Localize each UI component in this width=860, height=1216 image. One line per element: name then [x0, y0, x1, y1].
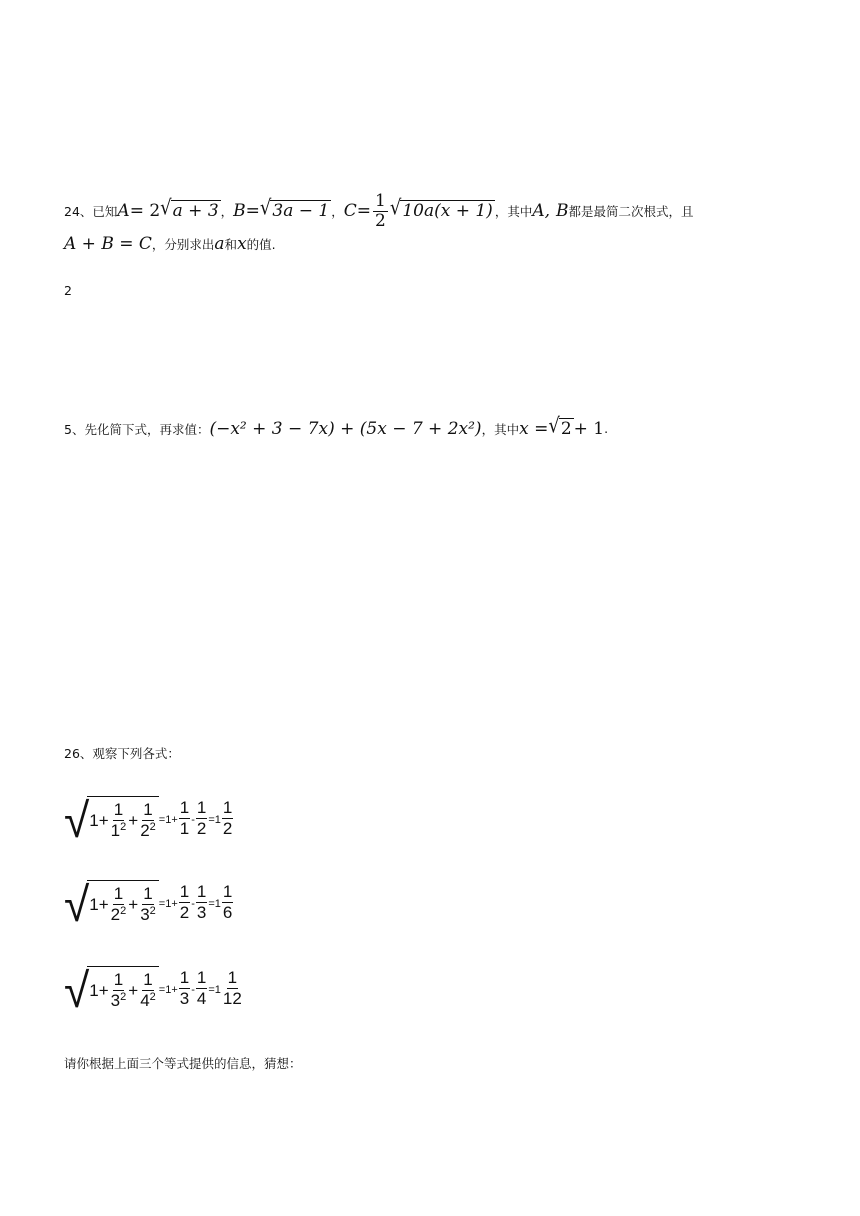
q24-C-radicand: 10a(x + 1) — [402, 201, 493, 222]
plus-sign: + — [98, 895, 109, 914]
exponent: 2 — [120, 990, 127, 1003]
result-fraction — [222, 969, 243, 1009]
fraction-1 — [110, 971, 128, 1011]
exponent: 2 — [120, 904, 127, 917]
exponent: 2 — [120, 820, 127, 833]
q24-B-sqrt: √ 3a − 1 — [259, 196, 330, 222]
numerator: 1 — [113, 799, 124, 819]
fraction-2 — [139, 801, 157, 841]
denominator: 3 — [179, 989, 190, 1009]
denominator — [110, 821, 128, 841]
minus-sign: - — [191, 813, 195, 826]
radical-sign: √ — [64, 962, 90, 1017]
base: 1 — [110, 820, 121, 840]
q24-B-radicand: 3a − 1 — [272, 201, 330, 222]
denominator — [110, 905, 128, 925]
exponent: 2 — [149, 990, 156, 1003]
plus-sign: + — [98, 981, 109, 1000]
q24-eq2: = — [245, 201, 260, 222]
q24-C-sqrt: √ 10a(x + 1) — [389, 196, 493, 222]
radicand — [87, 880, 159, 927]
fraction-3 — [179, 799, 190, 839]
numerator: 1 — [143, 883, 153, 903]
q5-line — [64, 414, 609, 439]
exponent: 2 — [149, 820, 156, 833]
q24-a-var: a — [214, 234, 225, 254]
q26-equation-row — [64, 962, 244, 1017]
result-fraction — [222, 883, 233, 923]
q24-C-denominator: 2 — [375, 210, 386, 231]
base: 3 — [140, 904, 150, 924]
q24-eq1: = 2 — [129, 201, 161, 222]
q24-A2: A, — [532, 201, 551, 222]
fraction-2 — [139, 885, 157, 925]
q24-sep2: ， — [331, 204, 344, 220]
q5-x-lhs: x = — [519, 418, 549, 439]
radical-sign: √ — [64, 792, 90, 847]
plus-sign: + — [128, 811, 139, 830]
base: 2 — [110, 904, 121, 924]
fraction-4 — [196, 883, 207, 923]
numerator: 1 — [179, 968, 190, 988]
equals-one: =1 — [208, 983, 221, 996]
q24-B2: B — [556, 201, 569, 222]
denominator: 2 — [179, 903, 190, 923]
base: 2 — [140, 820, 150, 840]
base: 3 — [110, 990, 121, 1010]
numerator: 1 — [143, 799, 153, 819]
fraction-2 — [139, 971, 157, 1011]
q5-text1: ，其中 — [481, 421, 520, 437]
denominator — [139, 991, 157, 1011]
q5-period: . — [604, 421, 609, 437]
q24-text5: 的值. — [246, 237, 276, 252]
radicand — [87, 966, 159, 1013]
plus-sign: + — [98, 811, 109, 830]
q5-sqrt: √ 2 — [548, 414, 572, 439]
q26-equation-row — [64, 792, 234, 847]
plus-sign: + — [128, 981, 139, 1000]
q24-number: 24、已知 — [64, 204, 118, 220]
denominator: 3 — [196, 903, 207, 923]
denominator: 12 — [222, 989, 242, 1009]
q24-A-radicand: a + 3 — [172, 201, 219, 222]
base: 4 — [140, 990, 150, 1010]
radical-sign: √ — [64, 876, 90, 931]
term-one: 1 — [89, 811, 99, 830]
q24-eq3: = — [356, 201, 372, 222]
term-one: 1 — [89, 895, 99, 914]
q5-number-text: 5、先化简下式，再求值： — [64, 421, 210, 437]
numerator: 1 — [227, 968, 238, 988]
denominator — [139, 821, 157, 841]
q24-C-fraction — [373, 192, 388, 230]
numerator: 1 — [196, 798, 207, 818]
q5-expression: (−x² + 3 − 7x) + (5x − 7 + 2x²) — [209, 418, 482, 439]
term-one: 1 — [89, 981, 99, 1000]
q5-tail: + 1 — [573, 418, 605, 439]
q24-C-numerator: 1 — [375, 191, 386, 211]
numerator: 1 — [196, 882, 207, 902]
q24-A: A — [117, 201, 130, 222]
q24-line2 — [64, 234, 276, 254]
equals-one: =1 — [208, 813, 221, 826]
equals-one-plus: =1+ — [158, 983, 178, 996]
equals-one: =1 — [208, 897, 221, 910]
numerator: 1 — [222, 798, 233, 818]
minus-sign: - — [191, 897, 195, 910]
fraction-3 — [179, 883, 190, 923]
minus-sign: - — [191, 983, 195, 996]
numerator: 1 — [143, 969, 153, 989]
q24-A-sqrt: √ a + 3 — [160, 196, 219, 222]
q24-text3: ，分别求出 — [151, 237, 215, 252]
q24-text4: 和 — [224, 237, 238, 252]
q24-text2: 都是最简二次根式，且 — [568, 204, 694, 220]
fraction-1 — [110, 801, 128, 841]
denominator: 2 — [222, 819, 233, 839]
exponent: 2 — [149, 904, 156, 917]
result-fraction — [222, 799, 233, 839]
denominator: 4 — [196, 989, 207, 1009]
q26-equation-row — [64, 876, 234, 931]
q24-text1: ，其中 — [494, 204, 533, 220]
fraction-4 — [196, 799, 207, 839]
q24-line1 — [64, 192, 694, 230]
fraction-3 — [179, 969, 190, 1009]
numerator: 1 — [113, 883, 124, 903]
fraction-1 — [110, 885, 128, 925]
plus-sign: + — [128, 895, 139, 914]
denominator — [139, 905, 157, 925]
q26-guess-prompt: 请你根据上面三个等式提供的信息，猜想： — [64, 1056, 302, 1071]
numerator: 1 — [179, 798, 190, 818]
q24-C: C — [343, 201, 357, 222]
denominator — [110, 991, 128, 1011]
numerator: 1 — [222, 882, 233, 902]
q24-B: B — [233, 201, 246, 222]
radicand — [87, 796, 159, 843]
equals-one-plus: =1+ — [158, 897, 178, 910]
fraction-4 — [196, 969, 207, 1009]
equals-one-plus: =1+ — [158, 813, 178, 826]
stray-number: 2 — [64, 283, 72, 298]
denominator: 2 — [196, 819, 207, 839]
denominator: 6 — [222, 903, 233, 923]
q24-sum-equation: A + B = C — [64, 234, 152, 254]
q24-x-var: x — [237, 234, 247, 254]
numerator: 1 — [113, 969, 124, 989]
q24-sep1: ， — [220, 204, 234, 220]
q5-radicand: 2 — [560, 419, 572, 439]
numerator: 1 — [196, 968, 207, 988]
numerator: 1 — [179, 882, 190, 902]
q26-title: 26、观察下列各式： — [64, 746, 180, 761]
denominator: 1 — [179, 819, 190, 839]
